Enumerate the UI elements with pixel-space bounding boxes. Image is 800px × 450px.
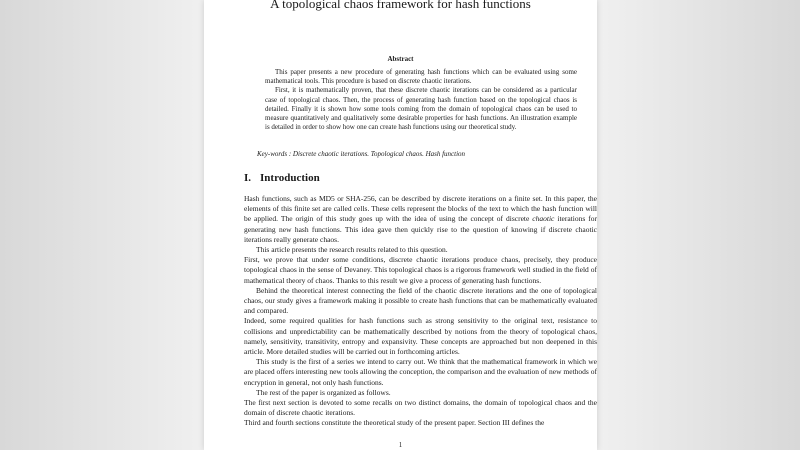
page-number: 1 — [398, 441, 403, 449]
intro-paragraph: The rest of the paper is organized as follows. — [256, 387, 391, 397]
keywords: Key-words : Discrete chaotic iterations. Topological chaos. Hash function — [257, 150, 466, 158]
intro-text: iterations for generating new hash functions. This idea gave then quickly rise to the question of knowing if discrete chaotic iterations really generate chaos. — [244, 214, 597, 244]
section-number: I. — [244, 172, 252, 184]
paper-page — [204, 0, 597, 450]
intro-paragraph: First, we prove that under some conditions, discrete chaotic iterations produce chaos, precisely, they produce topological chaos in the sense of Devaney. This topological chaos is a rigorous framework well studied in the field of mathematical theory of chaos. Thanks to this result we give a process of generating hash functions. — [244, 255, 597, 285]
intro-paragraph: This study is the first of a series we intend to carry out. We think that the mathematical framework in which we are placed offers interesting new tools allowing the conception, the comparison and the evaluation of new methods of encryption in general, not only hash functions. — [244, 357, 597, 387]
abstract — [265, 68, 577, 132]
viewer-background-right — [597, 0, 800, 450]
intro-paragraph: The first next section is devoted to some recalls on two distinct domains, the domain of topological chaos and the domain of discrete chaotic iterations. — [244, 398, 597, 418]
section-title: Introduction — [260, 172, 320, 184]
section-heading — [244, 172, 320, 184]
abstract-paragraph: This paper presents a new procedure of generating hash functions which can be evaluated using some mathematical tools. This procedure is based on discrete chaotic iterations. — [265, 68, 577, 86]
intro-paragraph — [244, 194, 597, 245]
intro-italic-word: chaotic — [532, 214, 555, 224]
paper-title: A topological chaos framework for hash functions — [270, 0, 531, 11]
viewer-background-left — [0, 0, 204, 450]
introduction-body — [244, 194, 597, 429]
abstract-paragraph: First, it is mathematically proven, that these discrete chaotic iterations can be considered as a particular case of topological chaos. Then, the process of generating hash function based on the topological chaos is detailed. Finally it is shown how some tools coming from the domain of topological chaos can be used to measure quantitatively and qualitatively some desirable properties for hash functions. An illustration example is detailed in order to show how one can create hash functions using our theoretical study. — [265, 86, 577, 132]
intro-paragraph: This article presents the research results related to this question. — [256, 245, 448, 255]
intro-paragraph: Behind the theoretical interest connecting the field of the chaotic discrete iterations and the one of topological chaos, our study gives a framework making it possible to create hash functions that can be mathematically evaluated and compared. — [244, 285, 597, 316]
intro-paragraph: Third and fourth sections constitute the theoretical study of the present paper. Section III defines the — [244, 418, 545, 428]
intro-paragraph: Indeed, some required qualities for hash functions such as strong sensitivity to the original text, resistance to collisions and unpredictability can be mathematically described by notions from the theory of topological chaos, namely, sensitivity, transitivity, entropy and expansivity. These concepts are approached but non deepened in this article. More detailed studies will be carried out in forthcoming articles. — [244, 316, 597, 357]
intro-text: Hash functions, such as MD5 or SHA-256, can be described by discrete iterations on a finite set. In this paper, the elements of this finite set are called cells. These cells represent the blocks of the text to which the hash function will be applied. The origin of this study goes up with the idea of using the concept of discrete — [244, 194, 597, 224]
abstract-heading: Abstract — [387, 55, 414, 63]
